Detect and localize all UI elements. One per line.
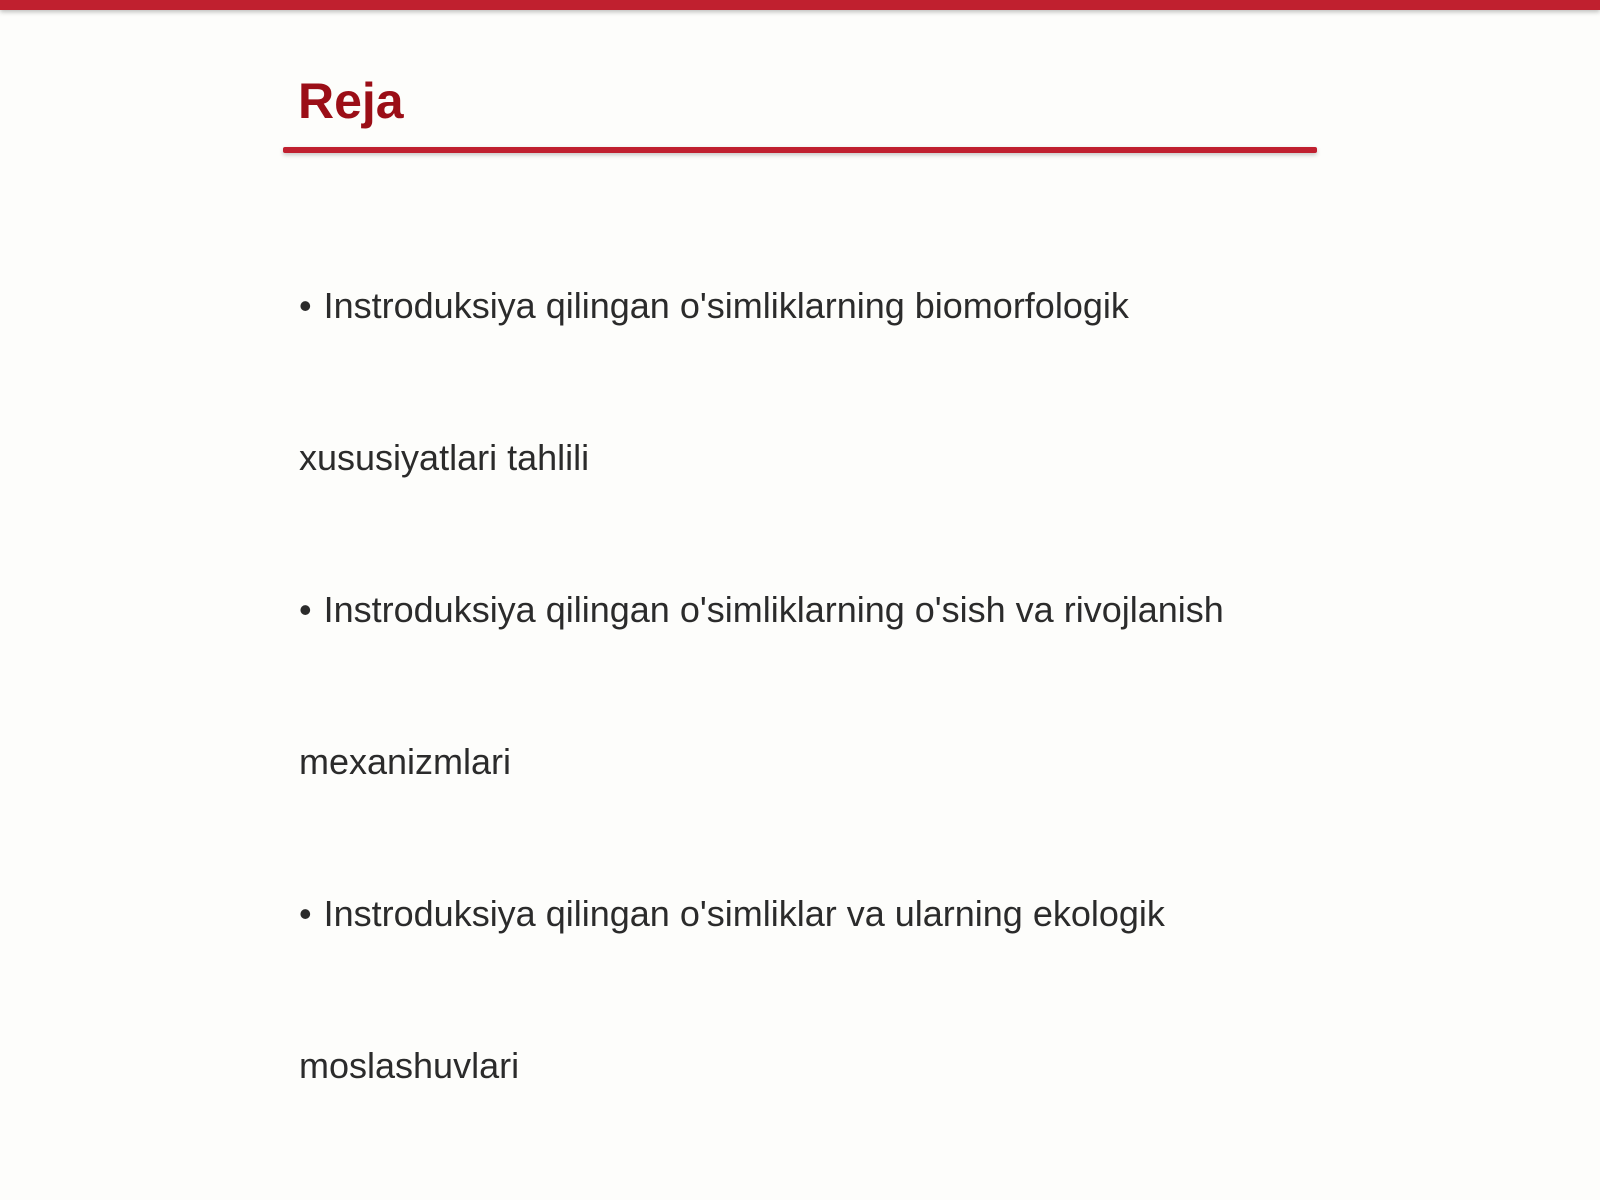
top-accent-bar: [0, 0, 1600, 10]
plan-item-3-line-1: [299, 892, 1165, 936]
plan-item-1-line-2: xususiyatlari tahlili: [299, 437, 590, 478]
plan-item-1-line-1: [299, 284, 1129, 328]
plan-item-3-line-2: moslashuvlari: [299, 1045, 520, 1086]
plan-item-2-line-1: [299, 588, 1224, 632]
bullet-icon: •: [299, 285, 312, 326]
bullet-icon: •: [299, 589, 312, 630]
slide-title: Reja: [298, 73, 404, 129]
plan-item-2-text: Instroduksiya qilingan o'simliklarning o'sish va rivojlanish: [323, 589, 1224, 630]
title-underline: [283, 147, 1317, 153]
bullet-icon: •: [299, 893, 312, 934]
plan-item-1-text: Instroduksiya qilingan o'simliklarning biomorfologik: [323, 285, 1129, 326]
plan-item-2-line-2: mexanizmlari: [299, 741, 512, 782]
plan-item-3-text: Instroduksiya qilingan o'simliklar va ularning ekologik: [323, 893, 1165, 934]
